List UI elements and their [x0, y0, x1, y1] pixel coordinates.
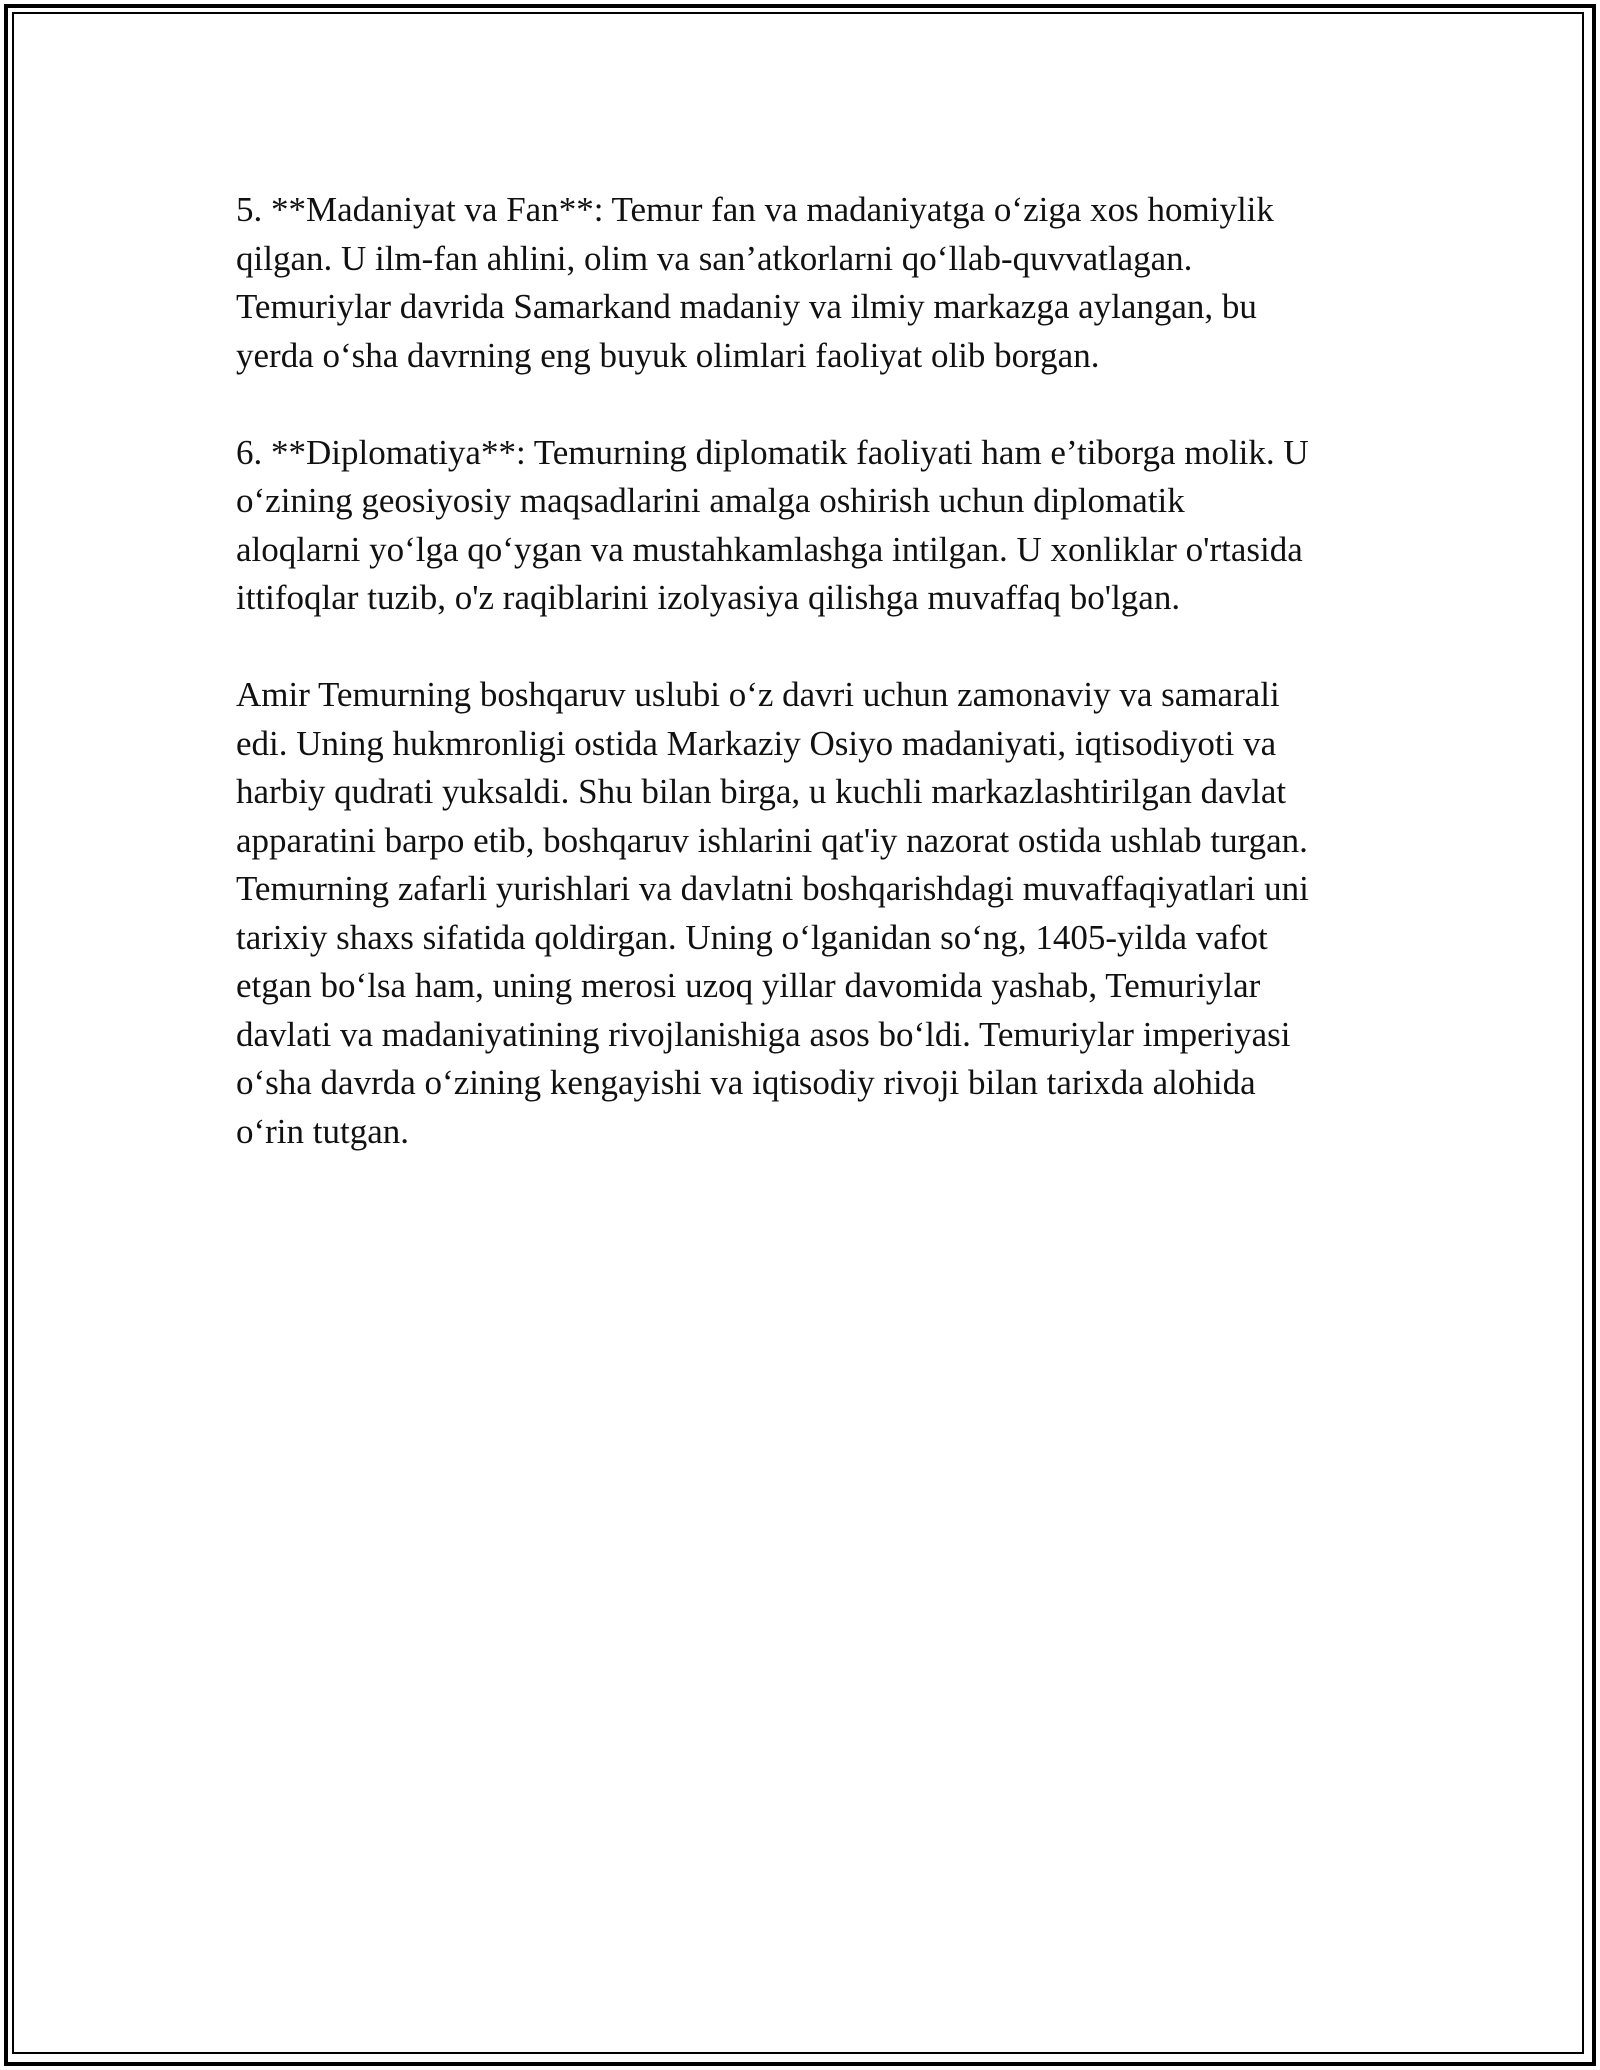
text-line: 5. **Madaniyat va Fan**: Temur fan va madaniyatga oʻziga xos homiylik [236, 190, 1274, 229]
text-line: apparatini barpo etib, boshqaruv ishlarini qat'iy nazorat ostida ushlab turgan. [236, 820, 1308, 860]
text-line: harbiy qudrati yuksaldi. Shu bilan birga, u kuchli markazlashtirilgan davlat [236, 772, 1287, 811]
text-line: Temuriylar davrida Samarkand madaniy va ilmiy markazga aylangan, bu [236, 287, 1257, 326]
text-line: davlati va madaniyatining rivojlanishiga asos boʻldi. Temuriylar imperiyasi [236, 1014, 1291, 1054]
text-line: oʻsha davrda oʻzining kengayishi va iqtisodiy rivoji bilan tarixda alohida [236, 1063, 1256, 1102]
text-line: tarixiy shaxs sifatida qoldirgan. Uning oʻlganidan soʻng, 1405-yilda vafot [236, 917, 1268, 957]
text-line: Amir Temurning boshqaruv uslubi oʻz davri uchun zamonaviy va samarali [236, 675, 1280, 714]
text-line: Temurning zafarli yurishlari va davlatni boshqarishdagi muvaffaqiyatlari uni [236, 869, 1309, 908]
text-line: oʻrin tutgan. [236, 1111, 410, 1151]
text-line: 6. **Diplomatiya**: Temurning diplomatik faoliyati ham e’tiborga molik. U [236, 432, 1309, 472]
text-line: etgan boʻlsa ham, uning merosi uzoq yillar davomida yashab, Temuriylar [236, 966, 1261, 1005]
text-line: yerda oʻsha davrning eng buyuk olimlari faoliyat olib borgan. [236, 335, 1100, 375]
text-line: oʻzining geosiyosiy maqsadlarini amalga oshirish uchun diplomatik [236, 481, 1185, 520]
text-line: edi. Uning hukmronligi ostida Markaziy Osiyo madaniyati, iqtisodiyoti va [236, 723, 1277, 763]
document-body [236, 186, 1386, 1156]
text-line: ittifoqlar tuzib, o'z raqiblarini izolyasiya qilishga muvaffaq bo'lgan. [236, 578, 1181, 617]
paragraph-diplomacy [236, 429, 1386, 623]
text-line: aloqlarni yoʻlga qoʻygan va mustahkamlashga intilgan. U xonliklar o'rtasida [236, 529, 1303, 569]
paragraph-culture-science [236, 186, 1386, 380]
paragraph-conclusion [236, 671, 1386, 1156]
text-line: qilgan. U ilm-fan ahlini, olim va san’atkorlarni qoʻllab-quvvatlagan. [236, 238, 1193, 278]
